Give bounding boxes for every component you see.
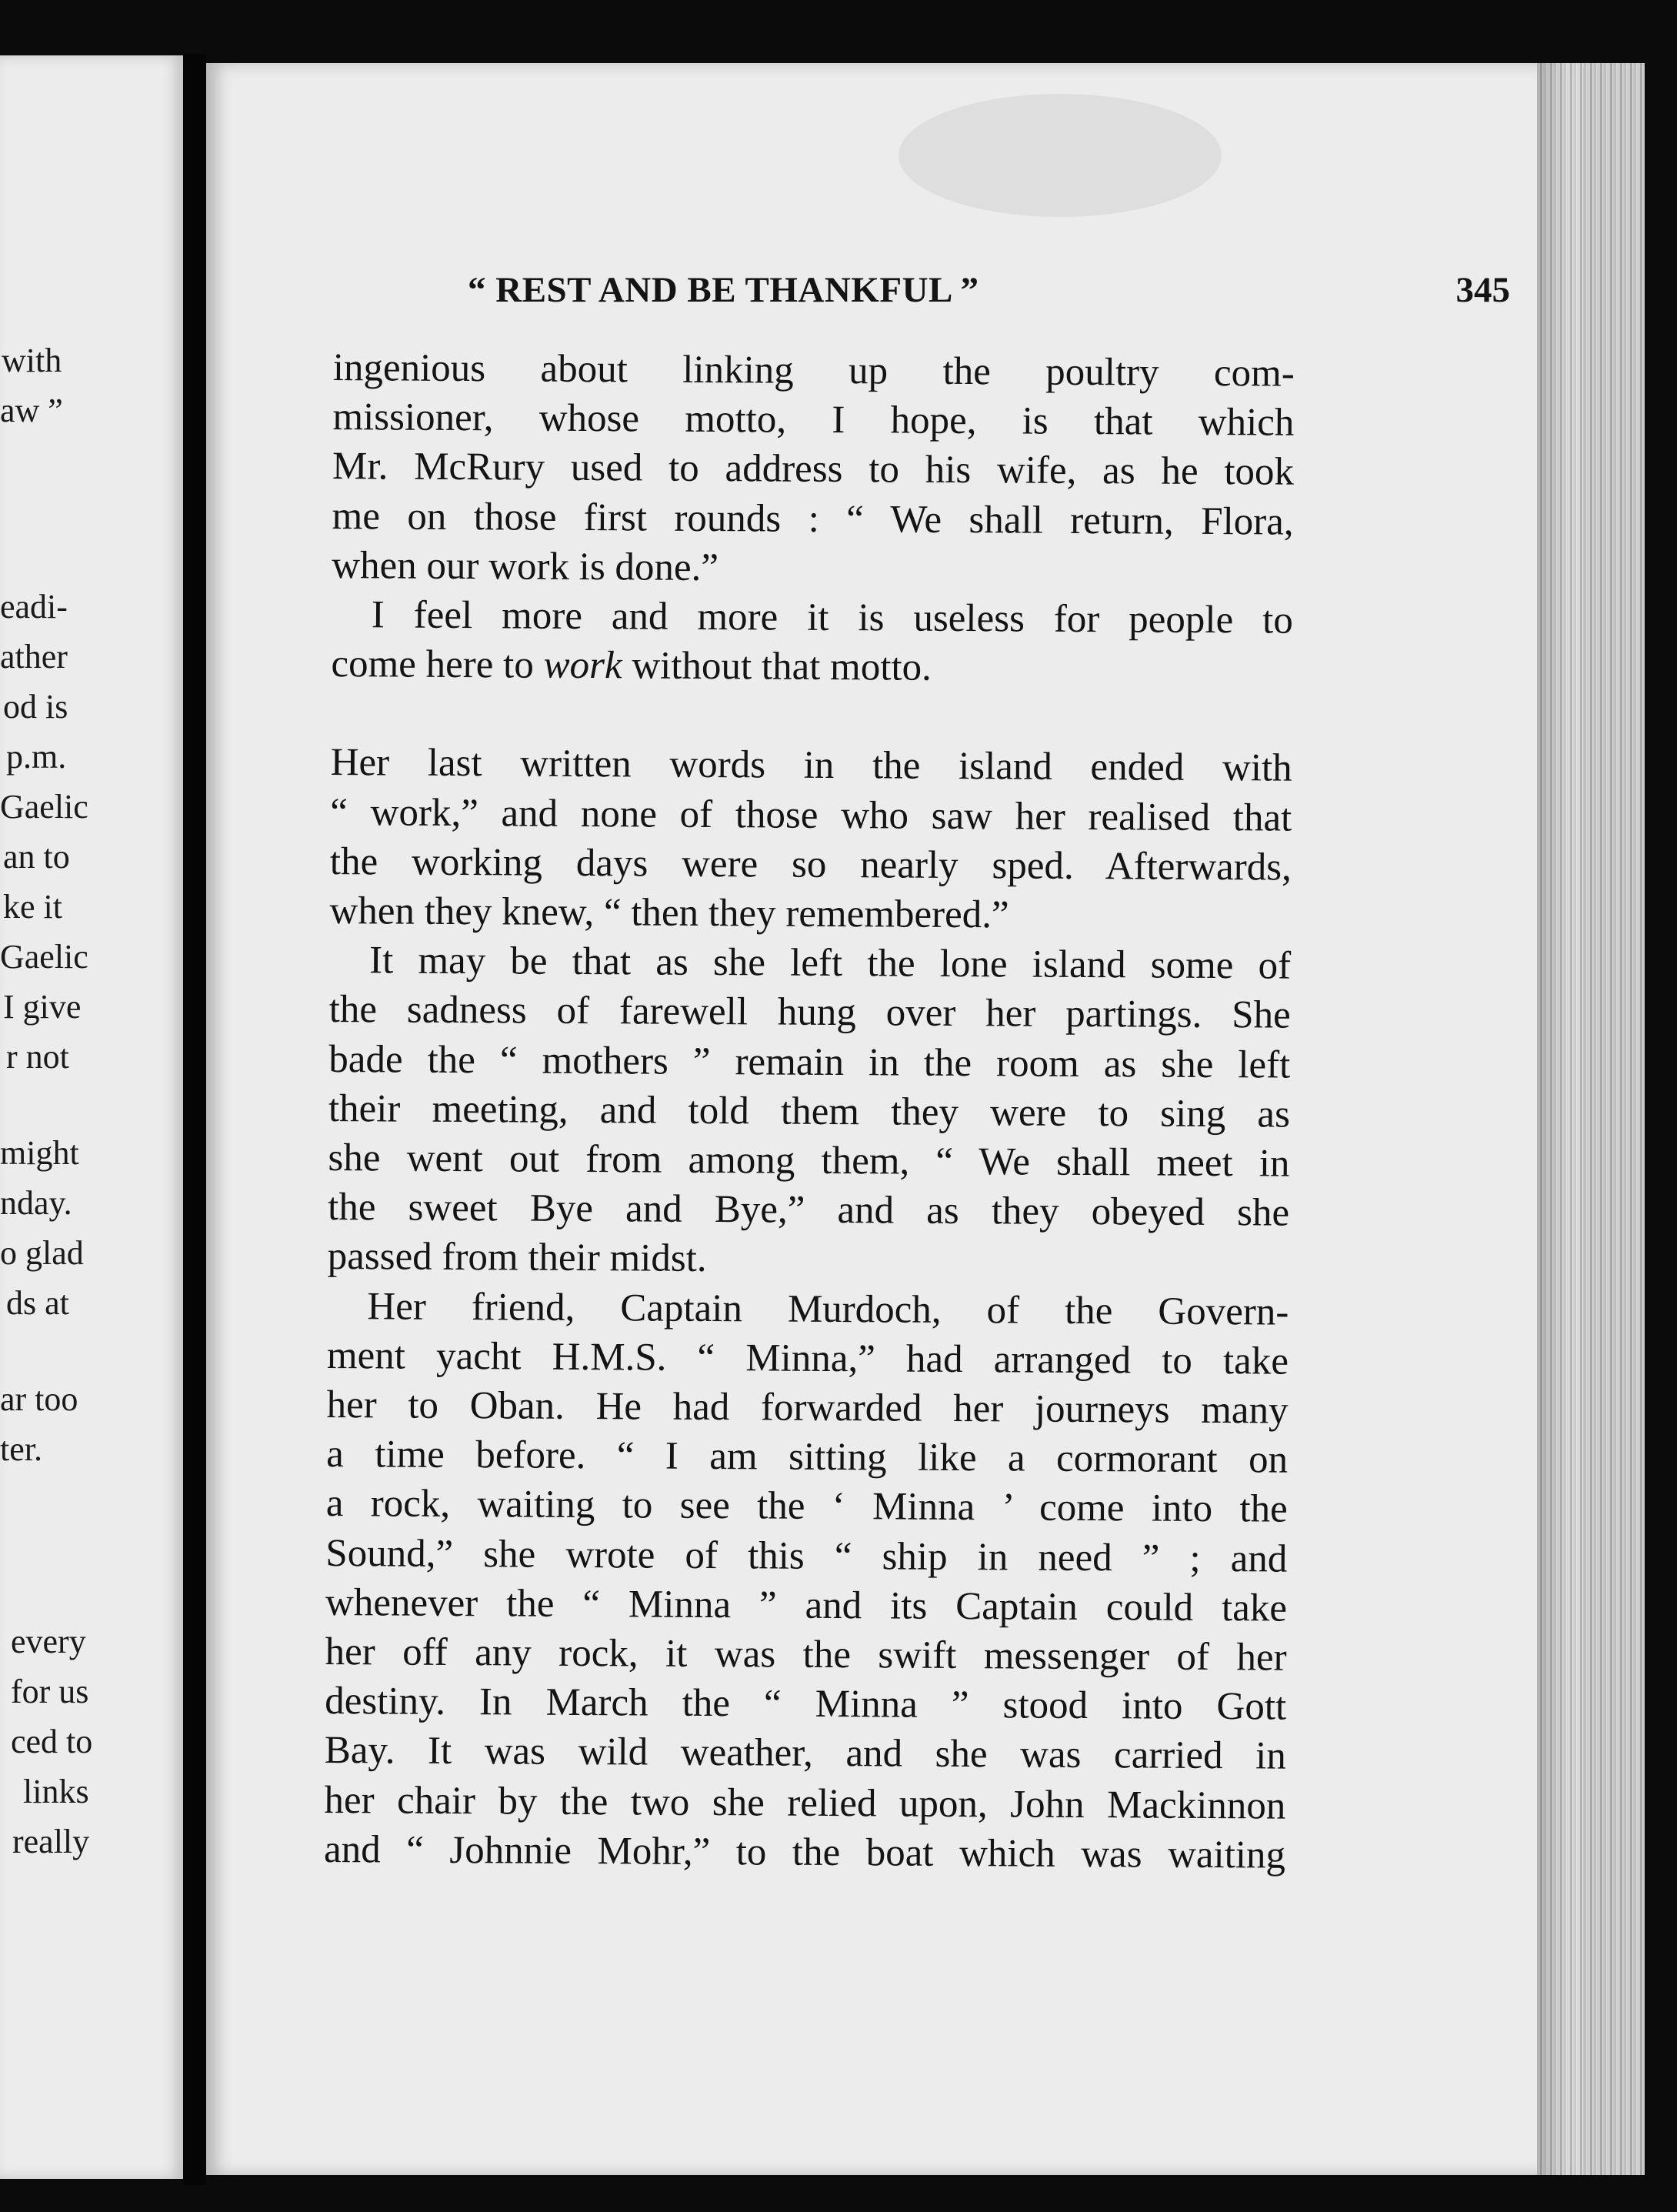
paragraph bbox=[331, 590, 1293, 695]
text-line: her to Oban. He had forwarded her journeys many bbox=[326, 1383, 1289, 1433]
page-number: 345 bbox=[1455, 270, 1510, 310]
text-line: missioner, whose motto, I hope, is that which bbox=[332, 395, 1295, 445]
text-line: when our work is done.” bbox=[332, 543, 719, 589]
right-page bbox=[206, 63, 1583, 2175]
text-run: come here to bbox=[331, 642, 534, 687]
left-line: ar too bbox=[0, 1380, 78, 1418]
left-line: Gaelic bbox=[0, 938, 88, 976]
text-line: ment yacht H.M.S. “ Minna,” had arranged to take bbox=[326, 1333, 1289, 1383]
left-line: I give bbox=[3, 988, 82, 1026]
left-line: links bbox=[23, 1773, 89, 1810]
paragraph bbox=[329, 738, 1292, 941]
left-line: might bbox=[0, 1134, 79, 1172]
body-text bbox=[324, 343, 1295, 1880]
left-line: r not bbox=[6, 1038, 69, 1076]
text-run: without that motto. bbox=[632, 644, 932, 689]
text-line: Sound,” she wrote of this “ ship in need ” ; and bbox=[325, 1531, 1288, 1581]
left-line: ced to bbox=[11, 1723, 93, 1760]
text-line: It may be that as she left the lone island some of bbox=[368, 939, 1292, 988]
paragraph bbox=[328, 936, 1292, 1287]
left-line: ke it bbox=[3, 888, 62, 926]
text-line: ingenious about linking up the poultry com- bbox=[332, 345, 1295, 395]
text-line: Her last written words in the island ended with bbox=[330, 741, 1292, 791]
text-line: the sadness of farewell hung over her partings. She bbox=[328, 988, 1291, 1038]
paragraph bbox=[324, 1282, 1289, 1880]
text-line: “ work,” and none of those who saw her realised that bbox=[330, 790, 1292, 840]
text-line: the working days were so nearly sped. Afterwards, bbox=[329, 839, 1292, 889]
paragraph bbox=[332, 343, 1295, 596]
left-line: ather bbox=[0, 638, 68, 676]
text-line: me on those first rounds : “ We shall return, Flora, bbox=[332, 494, 1294, 544]
paper-stain bbox=[899, 94, 1222, 217]
text-line: I feel more and more it is useless for people to bbox=[371, 593, 1293, 642]
left-line: eadi- bbox=[0, 588, 68, 626]
text-line bbox=[331, 639, 1292, 695]
left-line: every bbox=[11, 1623, 86, 1660]
left-line: Gaelic bbox=[0, 788, 88, 826]
text-line: her chair by the two she relied upon, John Mackinnon bbox=[324, 1778, 1286, 1828]
text-line: whenever the “ Minna ” and its Captain could take bbox=[325, 1580, 1288, 1630]
text-line: when they knew, “ then they remembered.” bbox=[329, 889, 1009, 937]
left-line: aw ” bbox=[0, 392, 63, 429]
text-line: their meeting, and told them they were to sing as bbox=[328, 1086, 1291, 1136]
left-page-fragment bbox=[0, 55, 183, 2179]
left-line: for us bbox=[11, 1673, 89, 1710]
left-line: p.m. bbox=[6, 738, 67, 776]
left-line: really bbox=[12, 1823, 90, 1860]
text-line: Mr. McRury used to address to his wife, as he took bbox=[332, 445, 1295, 495]
text-line: Her friend, Captain Murdoch, of the Govern- bbox=[367, 1284, 1289, 1334]
text-line: the sweet Bye and Bye,” and as they obeyed she bbox=[327, 1186, 1290, 1235]
left-line: ds at bbox=[6, 1284, 69, 1322]
page-edges-shadow bbox=[1537, 63, 1568, 2175]
book-gutter bbox=[183, 54, 206, 2185]
left-line: an to bbox=[3, 838, 70, 876]
text-line: Bay. It was wild weather, and she was carried in bbox=[324, 1729, 1286, 1779]
left-line: nday. bbox=[0, 1184, 72, 1222]
text-line: she went out from among them, “ We shall meet in bbox=[328, 1136, 1290, 1186]
left-line: od is bbox=[3, 688, 68, 726]
text-line: destiny. In March the “ Minna ” stood into Gott bbox=[325, 1680, 1287, 1729]
text-line: bade the “ mothers ” remain in the room as she left bbox=[328, 1037, 1291, 1087]
left-line: ter. bbox=[0, 1430, 42, 1468]
text-line: and “ Johnnie Mohr,” to the boat which was waiting bbox=[323, 1827, 1286, 1877]
italic-word: work bbox=[543, 643, 622, 688]
running-head: “ REST AND BE THANKFUL ” bbox=[468, 270, 979, 310]
text-line: a time before. “ I am sitting like a cormorant on bbox=[326, 1433, 1289, 1482]
text-line: passed from their midst. bbox=[327, 1235, 707, 1281]
page-header bbox=[206, 269, 1583, 315]
text-line: her off any rock, it was the swift messenger of her bbox=[325, 1630, 1287, 1680]
text-line: a rock, waiting to see the ‘ Minna ’ come into the bbox=[325, 1482, 1288, 1532]
left-line: o glad bbox=[0, 1234, 84, 1272]
left-line: with bbox=[2, 342, 62, 379]
